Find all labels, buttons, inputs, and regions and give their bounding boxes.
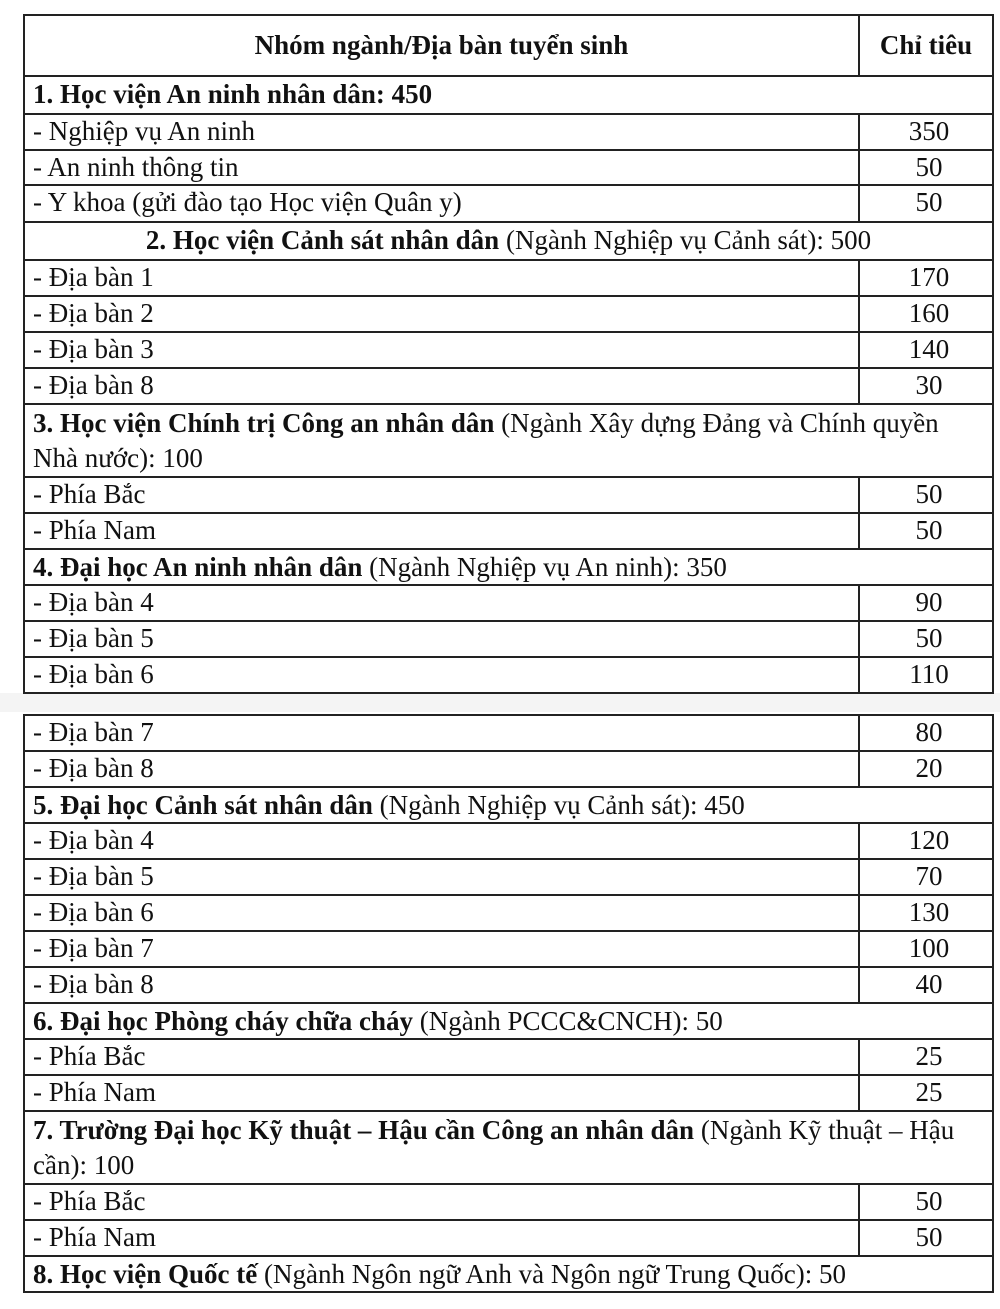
row-quota: 20 [915, 753, 943, 783]
row-name: - Phía Bắc [25, 478, 860, 512]
group-title [25, 1112, 992, 1185]
group-title-bold: 7. Trường Đại học Kỹ thuật – Hậu cần Công an nhân dân [33, 1115, 695, 1145]
group-title-rest: (Ngành Nghiệp vụ Cảnh sát): 450 [372, 790, 745, 820]
row-name: - Phía Nam [25, 1076, 860, 1110]
table-row [25, 261, 992, 297]
table-row [25, 622, 992, 658]
table-row [25, 586, 992, 622]
row-name: - Địa bàn 2 [25, 297, 860, 331]
row-name: - An ninh thông tin [25, 151, 860, 184]
group-title [25, 405, 992, 478]
row-name: - Địa bàn 5 [25, 860, 860, 894]
row-quota: 120 [908, 825, 950, 855]
group-title-rest: (Ngành Ngôn ngữ Anh và Ngôn ngữ Trung Quốc): 50 [257, 1259, 846, 1289]
group-title-bold: 6. Đại học Phòng cháy chữa cháy [33, 1006, 413, 1036]
row-quota: 80 [915, 717, 943, 747]
row-quota: 50 [915, 515, 943, 545]
row-name: - Địa bàn 4 [25, 824, 860, 858]
group-title-rest: (Ngành Nghiệp vụ Cảnh sát): 500 [499, 225, 872, 255]
row-name: - Địa bàn 8 [25, 369, 860, 403]
row-name: - Phía Bắc [25, 1185, 860, 1219]
row-quota: 160 [908, 298, 950, 328]
row-quota: 50 [915, 1186, 943, 1216]
table-row [25, 1185, 992, 1221]
row-quota: 350 [908, 116, 950, 146]
row-name: - Địa bàn 8 [25, 752, 860, 786]
admission-quota-table-part-1 [23, 14, 994, 694]
row-quota: 110 [909, 659, 949, 689]
row-quota: 70 [915, 861, 943, 891]
table-row [25, 896, 992, 932]
row-name: - Địa bàn 6 [25, 896, 860, 930]
table-row [25, 514, 992, 550]
row-quota: 130 [908, 897, 950, 927]
table-row [25, 860, 992, 896]
group-title-bold: 4. Đại học An ninh nhân dân [33, 552, 363, 582]
table-row [25, 151, 992, 186]
row-quota: 50 [915, 187, 943, 217]
table-row [25, 115, 992, 151]
row-name: - Địa bàn 3 [25, 333, 860, 367]
table-row [25, 1040, 992, 1076]
column-header-name: Nhóm ngành/Địa bàn tuyển sinh [25, 16, 860, 75]
group-title-rest: (Ngành Kỹ thuật – Hậu cần): 100 [33, 1115, 955, 1180]
table-row [25, 968, 992, 1004]
table-row [25, 1221, 992, 1257]
table-row [25, 716, 992, 752]
row-quota: 170 [908, 262, 950, 292]
group-title-bold: 8. Học viện Quốc tế [33, 1259, 258, 1289]
table-row [25, 658, 992, 694]
table-row [25, 297, 992, 333]
row-quota: 50 [915, 623, 943, 653]
group-title-text: 1. Học viện An ninh nhân dân: 450 [33, 79, 433, 109]
row-name: - Địa bàn 4 [25, 586, 860, 620]
table-row [25, 369, 992, 405]
row-quota: 50 [915, 1222, 943, 1252]
group-title-bold: 3. Học viện Chính trị Công an nhân dân [33, 408, 495, 438]
row-quota: 50 [915, 479, 943, 509]
group-title-rest: (Ngành PCCC&CNCH): 50 [412, 1006, 723, 1036]
row-quota: 40 [915, 969, 943, 999]
column-header-quota: Chỉ tiêu [879, 30, 973, 60]
group-title-bold: 2. Học viện Cảnh sát nhân dân [145, 225, 500, 255]
group-title-bold: 5. Đại học Cảnh sát nhân dân [33, 790, 373, 820]
group-title [25, 223, 992, 261]
row-name: - Phía Nam [25, 514, 860, 548]
row-name: - Địa bàn 7 [25, 716, 860, 750]
row-quota: 50 [915, 152, 943, 182]
table-row [25, 333, 992, 369]
row-quota: 90 [915, 587, 943, 617]
group-title [25, 550, 992, 586]
row-quota: 25 [915, 1041, 943, 1071]
row-name: - Y khoa (gửi đào tạo Học viện Quân y) [25, 186, 860, 221]
table-row [25, 932, 992, 968]
row-name: - Phía Nam [25, 1221, 860, 1255]
group-title-rest: (Ngành Xây dựng Đảng và Chính quyền Nhà nước): 100 [33, 408, 939, 473]
group-title [25, 788, 992, 824]
row-name: - Địa bàn 5 [25, 622, 860, 656]
table-row [25, 1076, 992, 1112]
row-name: - Địa bàn 6 [25, 658, 860, 692]
row-name: - Phía Bắc [25, 1040, 860, 1074]
group-title [25, 77, 992, 115]
row-quota: 100 [908, 933, 950, 963]
row-name: - Địa bàn 7 [25, 932, 860, 966]
row-name: - Địa bàn 8 [25, 968, 860, 1002]
table-row [25, 478, 992, 514]
table-header-row [25, 16, 992, 77]
row-quota: 25 [915, 1077, 943, 1107]
admission-quota-table-part-2 [23, 714, 994, 1293]
row-name: - Địa bàn 1 [25, 261, 860, 295]
row-name: - Nghiệp vụ An ninh [25, 115, 860, 149]
table-row [25, 752, 992, 788]
group-title [25, 1004, 992, 1040]
group-title-rest: (Ngành Nghiệp vụ An ninh): 350 [362, 552, 727, 582]
row-quota: 30 [915, 370, 943, 400]
page-break-gap [0, 693, 1000, 712]
table-row [25, 186, 992, 223]
table-row [25, 824, 992, 860]
group-title [25, 1257, 992, 1293]
row-quota: 140 [908, 334, 950, 364]
